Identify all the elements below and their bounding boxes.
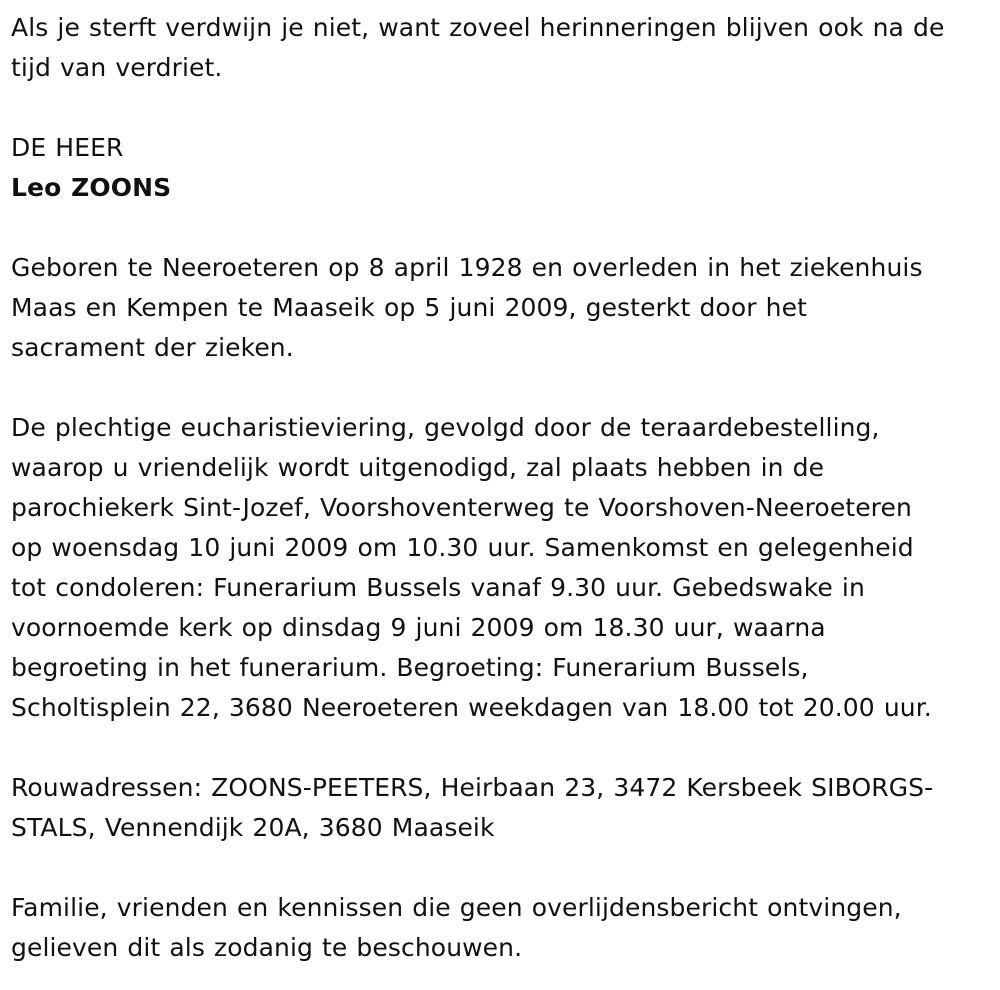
closing-line-1: Familie, vrienden en kennissen die geen overlijdensbericht ontvingen, — [11, 893, 902, 922]
birth-death-paragraph — [11, 248, 982, 368]
closing-paragraph — [11, 888, 982, 968]
birth-line-3: sacrament der zieken. — [11, 333, 294, 362]
ceremony-line-8: Scholtisplein 22, 3680 Neeroeteren weekdagen van 18.00 tot 20.00 uur. — [11, 693, 932, 722]
ceremony-line-2: waarop u vriendelijk wordt uitgenodigd, zal plaats hebben in de — [11, 453, 825, 482]
birth-line-2: Maas en Kempen te Maaseik op 5 juni 2009, gesterkt door het — [11, 293, 807, 322]
ceremony-line-7: begroeting in het funerarium. Begroeting: Funerarium Bussels, — [11, 653, 809, 682]
ceremony-line-3: parochiekerk Sint-Jozef, Voorshoventerweg te Voorshoven-Neeroeteren — [11, 493, 912, 522]
ceremony-line-6: voornoemde kerk op dinsdag 9 juni 2009 om 18.30 uur, waarna — [11, 613, 826, 642]
closing-line-2: gelieven dit als zodanig te beschouwen. — [11, 933, 523, 962]
quote-paragraph — [11, 8, 982, 88]
quote-line-1: Als je sterft verdwijn je niet, want zoveel herinneringen blijven ook na de — [11, 13, 945, 42]
deceased-name — [11, 168, 982, 208]
ceremony-line-5: tot condoleren: Funerarium Bussels vanaf 9.30 uur. Gebedswake in — [11, 573, 865, 602]
ceremony-line-4: op woensdag 10 juni 2009 om 10.30 uur. Samenkomst en gelegenheid — [11, 533, 914, 562]
addresses-line-1: Rouwadressen: ZOONS-PEETERS, Heirbaan 23, 3472 Kersbeek SIBORGS- — [11, 773, 934, 802]
ceremony-line-1: De plechtige eucharistieviering, gevolgd door de teraardebestelling, — [11, 413, 880, 442]
ceremony-paragraph — [11, 408, 982, 728]
deceased-name-text: Leo ZOONS — [11, 173, 172, 202]
birth-line-1: Geboren te Neeroeteren op 8 april 1928 en overleden in het ziekenhuis — [11, 253, 923, 282]
honorific-title: DE HEER — [11, 133, 124, 162]
addresses-line-2: STALS, Vennendijk 20A, 3680 Maaseik — [11, 813, 495, 842]
quote-line-2: tijd van verdriet. — [11, 53, 223, 82]
addresses-paragraph — [11, 768, 982, 848]
title-line — [11, 128, 982, 168]
